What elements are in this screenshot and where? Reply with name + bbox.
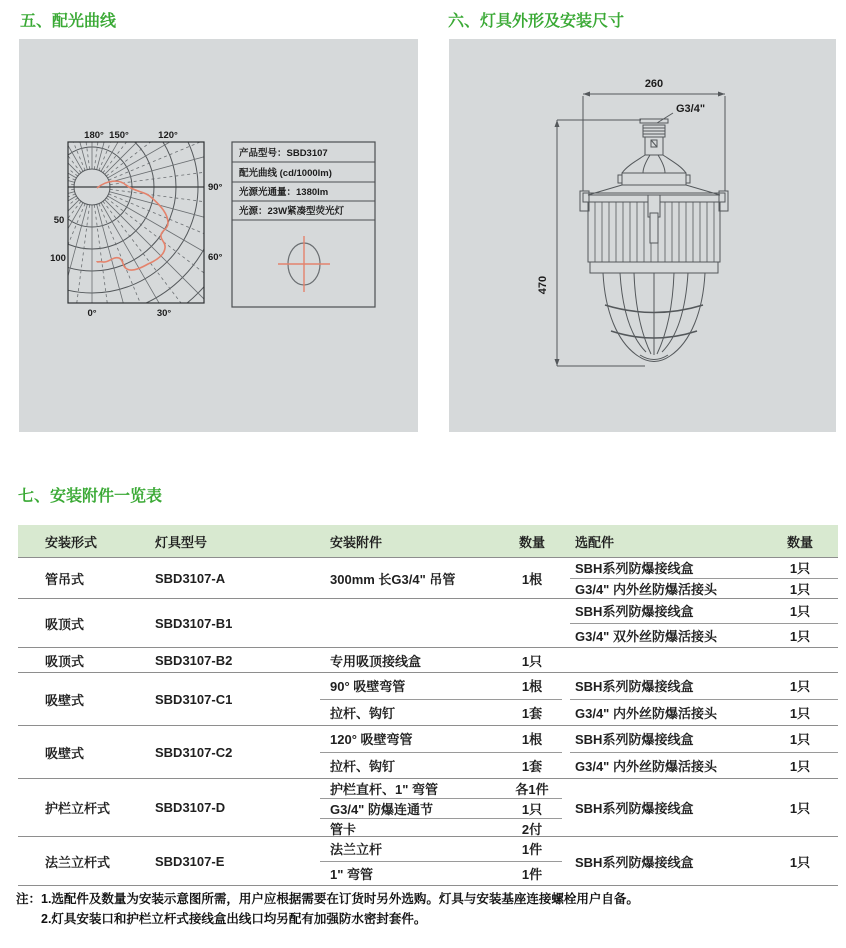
section-title-outline: 六、灯具外形及安装尺寸 xyxy=(448,13,625,30)
cell-model: SBD3107-C1 xyxy=(155,691,233,707)
cell-form: 吸顶式 xyxy=(45,616,85,632)
cell-qty: 1只 xyxy=(521,802,543,817)
angle-label-150: 150° xyxy=(109,130,129,141)
angle-label-60: 60° xyxy=(208,252,223,263)
cell-qty: 1件 xyxy=(521,842,543,858)
radius-label-100: 100 xyxy=(50,253,66,264)
cell-model: SBD3107-E xyxy=(155,853,225,869)
photometric-panel xyxy=(19,39,418,432)
cell-model: SBD3107-B2 xyxy=(155,652,233,668)
table-row xyxy=(18,725,838,778)
cell-qty: 1只 xyxy=(789,628,811,644)
cell-accessory: 拉杆、钩钉 xyxy=(330,705,396,721)
angle-label-120: 120° xyxy=(158,130,178,141)
cell-accessory: 专用吸顶接线盒 xyxy=(330,653,422,669)
cell-model: SBD3107-A xyxy=(155,570,226,586)
cell-accessory: 120° 吸壁弯管 xyxy=(330,732,413,748)
cell-qty: 1只 xyxy=(789,758,811,774)
cell-optional: SBH系列防爆接线盒 xyxy=(575,801,694,816)
cell-optional: G3/4" 双外丝防爆活接头 xyxy=(575,628,717,644)
cell-optional: SBH系列防爆接线盒 xyxy=(575,561,694,577)
cell-qty: 1只 xyxy=(789,854,811,870)
angle-label-90: 90° xyxy=(208,182,223,193)
cell-qty: 1件 xyxy=(521,866,543,882)
header-form: 安装形式 xyxy=(45,534,98,550)
cell-form: 管吊式 xyxy=(45,571,85,587)
table-row xyxy=(18,836,838,886)
lamp-info-box xyxy=(232,142,375,307)
cell-optional: G3/4" 内外丝防爆活接头 xyxy=(575,758,717,774)
height-dim-label: 470 xyxy=(537,275,549,295)
lamp-symbol-icon xyxy=(278,236,330,292)
cell-model: SBD3107-C2 xyxy=(155,744,233,760)
cell-qty: 1只 xyxy=(521,653,543,669)
section-title-photometric: 五、配光曲线 xyxy=(20,13,117,30)
cell-accessory: 法兰立杆 xyxy=(330,842,383,858)
cell-optional: G3/4" 内外丝防爆活接头 xyxy=(575,581,717,597)
cell-qty: 1只 xyxy=(789,705,811,721)
info-curve-units: 配光曲线 (cd/1000lm) xyxy=(239,168,332,179)
cell-accessory: 1" 弯管 xyxy=(330,866,374,882)
width-dim-label: 260 xyxy=(644,78,664,90)
header-qty2: 数量 xyxy=(786,534,813,550)
angle-label-180: 180° xyxy=(84,130,104,141)
cell-model: SBD3107-D xyxy=(155,800,226,815)
cell-qty: 1根 xyxy=(521,679,543,695)
angle-label-30: 30° xyxy=(156,308,172,319)
table-row xyxy=(18,598,838,647)
info-luminous-flux: 光源光通量：1380lm xyxy=(239,187,329,198)
footnote-line-2: 2.灯具安装口和护栏立杆式接线盒出线口均另配有加强防水密封套件。 xyxy=(41,912,427,926)
cell-optional: SBH系列防爆接线盒 xyxy=(575,679,694,695)
info-product-model: 产品型号：SBD3107 xyxy=(239,148,328,159)
cell-accessory: 90° 吸壁弯管 xyxy=(330,679,406,695)
cell-optional: SBH系列防爆接线盒 xyxy=(575,732,694,748)
thread-leader-line xyxy=(657,113,673,123)
cell-optional: SBH系列防爆接线盒 xyxy=(575,604,694,620)
radius-label-50: 50 xyxy=(53,215,65,226)
footnote-line-1: 注：1.选配件及数量为安装示意图所需，用户应根据需要在订货时另外选购。灯具与安装基座连接螺栓用户自备。 xyxy=(16,892,639,906)
cell-form: 法兰立杆式 xyxy=(45,854,111,870)
cell-qty: 2付 xyxy=(521,822,543,837)
cell-qty: 各1件 xyxy=(515,782,549,797)
cell-qty: 1套 xyxy=(521,705,543,721)
header-optional: 选配件 xyxy=(575,534,615,550)
header-qty1: 数量 xyxy=(518,534,545,550)
header-model: 灯具型号 xyxy=(155,534,208,550)
cell-accessory: 拉杆、钩钉 xyxy=(330,758,396,774)
cell-qty: 1根 xyxy=(521,732,543,748)
cell-qty: 1根 xyxy=(521,571,543,587)
cell-model: SBD3107-B1 xyxy=(155,615,233,631)
lamp-body xyxy=(580,119,728,362)
cell-form: 吸壁式 xyxy=(45,692,85,708)
cell-qty: 1只 xyxy=(789,581,811,597)
accessory-table-header xyxy=(18,525,838,557)
section-title-accessories: 七、安装附件一览表 xyxy=(18,488,163,505)
cell-qty: 1只 xyxy=(789,732,811,748)
angle-label-0: 0° xyxy=(87,308,97,319)
cell-accessory: 300mm 长G3/4" 吊管 xyxy=(330,571,456,587)
header-accessory: 安装附件 xyxy=(330,534,383,550)
photometric-curve-chart xyxy=(19,39,418,432)
cell-qty: 1只 xyxy=(789,604,811,620)
cell-accessory: G3/4" 防爆连通节 xyxy=(330,802,433,817)
table-row xyxy=(18,647,838,672)
table-row xyxy=(18,557,838,598)
cell-form: 吸顶式 xyxy=(45,653,85,669)
cell-qty: 1套 xyxy=(521,758,543,774)
cell-form: 吸壁式 xyxy=(45,745,85,761)
thread-dim-label: G3/4" xyxy=(676,103,706,115)
cell-accessory: 护栏直杆、1" 弯管 xyxy=(330,782,439,797)
accessory-table xyxy=(18,525,838,886)
cell-accessory: 管卡 xyxy=(330,822,357,837)
cell-qty: 1只 xyxy=(789,801,811,816)
footnotes xyxy=(0,889,846,929)
cell-qty: 1只 xyxy=(789,561,811,577)
table-row xyxy=(18,778,838,836)
cell-qty: 1只 xyxy=(789,679,811,695)
info-light-source: 光源：23W紧凑型荧光灯 xyxy=(239,206,345,217)
lamp-outline-drawing xyxy=(449,39,836,432)
table-row xyxy=(18,672,838,725)
cell-optional: SBH系列防爆接线盒 xyxy=(575,854,694,870)
outline-drawing-panel xyxy=(449,39,836,432)
cell-optional: G3/4" 内外丝防爆活接头 xyxy=(575,705,717,721)
cell-form: 护栏立杆式 xyxy=(45,801,111,816)
